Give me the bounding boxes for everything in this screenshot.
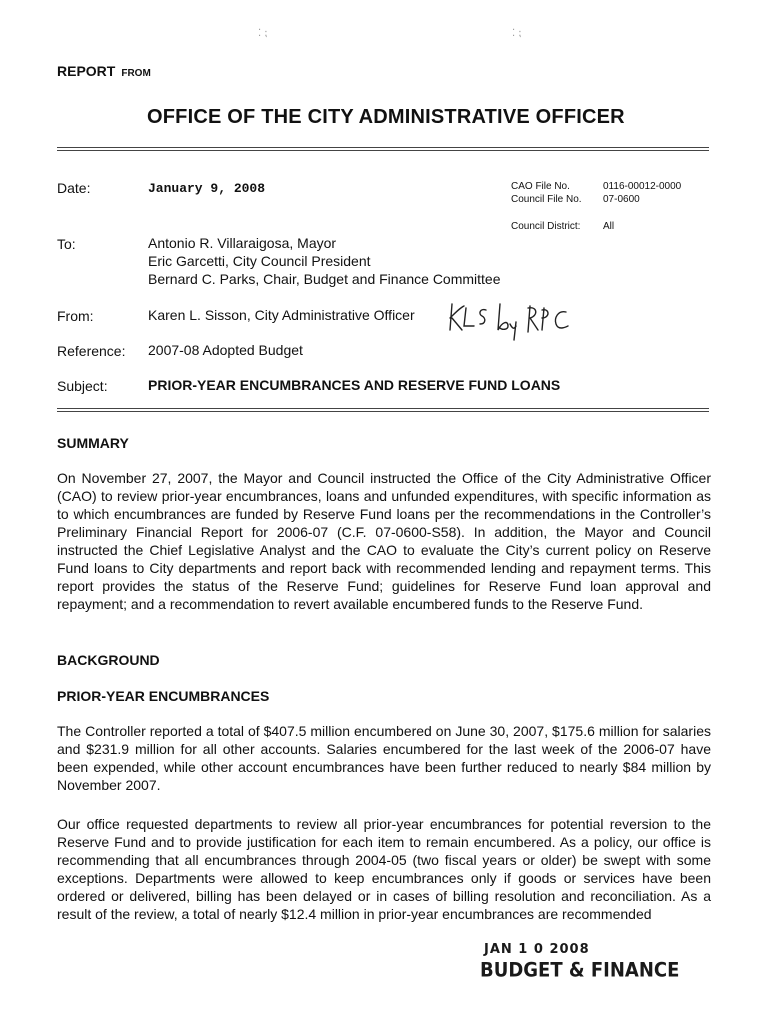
cao-file-label: CAO File No.: [511, 181, 570, 192]
body-paragraph: The Controller reported a total of $407.5 million encumbered on June 30, 2007, $175.6 million for salaries and $231.9 million for all other accounts. Salaries encumbered for the last week of the 2006-07 have been expended, while other account encumbrances have been further reduced to nearly $84 million by November 2007.: [57, 723, 711, 793]
council-district-value: All: [603, 221, 615, 232]
to-recipient: Eric Garcetti, City Council President: [148, 253, 371, 269]
to-recipient: Antonio R. Villaraigosa, Mayor: [148, 235, 337, 251]
council-file-value: 07-0600: [603, 194, 640, 205]
from-label: FROM: [121, 68, 151, 79]
report-label: REPORT: [57, 63, 116, 79]
subject-label: Subject:: [57, 378, 108, 394]
council-file-label: Council File No.: [511, 194, 582, 205]
background-heading: BACKGROUND: [57, 652, 160, 668]
scan-speck: ⁚ ⁏: [512, 28, 522, 39]
office-title: OFFICE OF THE CITY ADMINISTRATIVE OFFICER: [147, 106, 625, 128]
handwritten-signature: [446, 300, 576, 342]
to-label: To:: [57, 236, 76, 252]
summary-paragraph: On November 27, 2007, the Mayor and Council instructed the Office of the City Administrative Officer (CAO) to review prior-year encumbrances, loans and unfunded expenditures, with specific information as to which encumbrances are funded by Reserve Fund loans per the recommendations in the Controller’s Preliminary Financial Report for 2006-07 (C.F. 07-0600-S58). In addition, the Mayor and Council instructed the Chief Legislative Analyst and the CAO to evaluate the City’s current policy on Reserve Fund loans to City departments and report back with recommended lending and repayment terms. This report provides the status of the Reserve Fund; guidelines for Reserve Fund loan approval and repayment; and a recommendation to revert available encumbered funds to the Reserve Fund.: [57, 470, 711, 612]
prior-year-heading: PRIOR-YEAR ENCUMBRANCES: [57, 688, 270, 704]
scan-speck: ⁚ ⁏: [258, 28, 268, 39]
double-rule-bottom: [57, 408, 709, 412]
summary-heading: SUMMARY: [57, 435, 129, 451]
subject-value: PRIOR-YEAR ENCUMBRANCES AND RESERVE FUND LOANS: [148, 377, 561, 393]
reference-value: 2007-08 Adopted Budget: [148, 342, 303, 358]
council-district-label: Council District:: [511, 221, 581, 232]
received-department-stamp: BUDGET & FINANCE: [480, 958, 680, 983]
double-rule-top: [57, 147, 709, 151]
to-recipient: Bernard C. Parks, Chair, Budget and Finance Committee: [148, 271, 501, 287]
report-from-label: [57, 63, 151, 79]
from-value: Karen L. Sisson, City Administrative Officer: [148, 307, 415, 323]
body-paragraph: Our office requested departments to review all prior-year encumbrances for potential reversion to the Reserve Fund and to provide justification for each item to remain encumbered. As a policy, our office is recommending that all encumbrances through 2004-05 (two fiscal years or older) be swept with some exceptions. Departments were allowed to keep encumbrances only if goods or services have been ordered or delivered, billing has been delayed or in cases of billing resolution and reconciliation. As a result of the review, a total of nearly $12.4 million in prior-year encumbrances are recommended: [57, 816, 711, 922]
cao-file-value: 0116-00012-0000: [603, 181, 682, 192]
reference-label: Reference:: [57, 343, 126, 359]
date-value: January 9, 2008: [148, 181, 266, 196]
from-field-label: From:: [57, 308, 94, 324]
date-label: Date:: [57, 180, 91, 196]
received-date-stamp: JAN 1 0 2008: [484, 942, 590, 957]
